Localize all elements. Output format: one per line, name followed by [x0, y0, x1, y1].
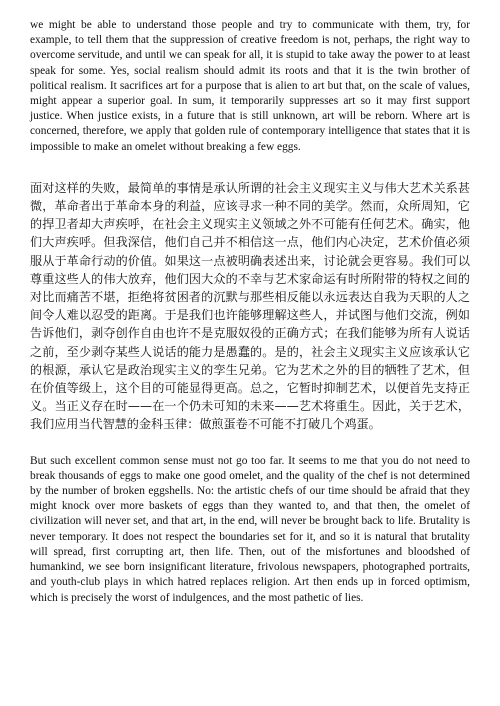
paragraph-english-2: But such excellent common sense must not go too far. It seems to me that you do not need to break thousands of eggs to make one good omelet, and the quality of the chef is not determined by the number of broken eggshells. No: the artistic chefs of our time should be afraid that they might knock over more baskets of eggs than they wanted to, and that then, the omelet of civilization will never set, and that art, in the end, will never be brought back to life. Brutality is never temporary. It does not respect the boundaries set for it, and so it is natural that brutality will spread, first corrupting art, then life. Then, out of the misfortunes and bloodshed of humankind, we see born insignificant literature, frivolous newspapers, photographed portraits, and youth-club plays in which hatred replaces religion. Art then ends up in forced optimism, which is precisely the worst of indulgences, and the most pathetic of lies.	[30, 454, 470, 604]
document-page	[30, 18, 470, 606]
paragraph-chinese: 面对这样的失败，最简单的事情是承认所谓的社会主义现实主义与伟大艺术关系甚微，革命者出于革命本身的利益，应该寻求一种不同的美学。然而，众所周知，它的捍卫者却大声疾呼，在社会主义现实主义领域之外不可能有任何艺术。确实，他们大声疾呼。但我深信，他们自己并不相信这一点，他们内心决定，艺术价值必须服从于革命行动的价值。如果这一点被明确表述出来，讨论就会更容易。我们可以尊重这些人的伟大放弃，他们因大众的不幸与艺术家命运有时所附带的特权之间的对比而痛苦不堪，拒绝将贫困者的沉默与那些相反能以永远表达自我为天职的人之间令人难以忍受的距离。于是我们也许能够理解这些人，并试图与他们交流，例如告诉他们，剥夺创作自由也许不是克服奴役的正确方式；在我们能够为所有人说话之前，至少剥夺某些人说话的能力是愚蠢的。是的，社会主义现实主义应该承认它的根源，承认它是政治现实主义的孪生兄弟。它为艺术之外的目的牺牲了艺术，但在价值等级上，这个目的可能显得更高。总之，它暂时抑制艺术，以便首先支持正义。当正义存在时——在一个仍未可知的未来——艺术将重生。因此，关于艺术，我们应用当代智慧的金科玉律：做煎蛋卷不可能不打破几个鸡蛋。	[30, 180, 470, 432]
paragraph-english-1: we might be able to understand those people and try to communicate with them, try, for example, to tell them that the suppression of creative freedom is not, perhaps, the right way to overcome servitude, and until we can speak for all, it is stupid to take away the power to at least speak for some. Yes, social realism should admit its roots and that it is the twin brother of political realism. It sacrifices art for a purpose that is alien to art but that, on the scale of values, might appear a superior goal. In sum, it temporarily suppresses art so it may first support justice. When justice exists, in a future that is still unknown, art will be reborn. Where art is concerned, therefore, we apply that golden rule of contemporary intelligence that states that it is impossible to make an omelet without breaking a few eggs.	[30, 19, 470, 153]
